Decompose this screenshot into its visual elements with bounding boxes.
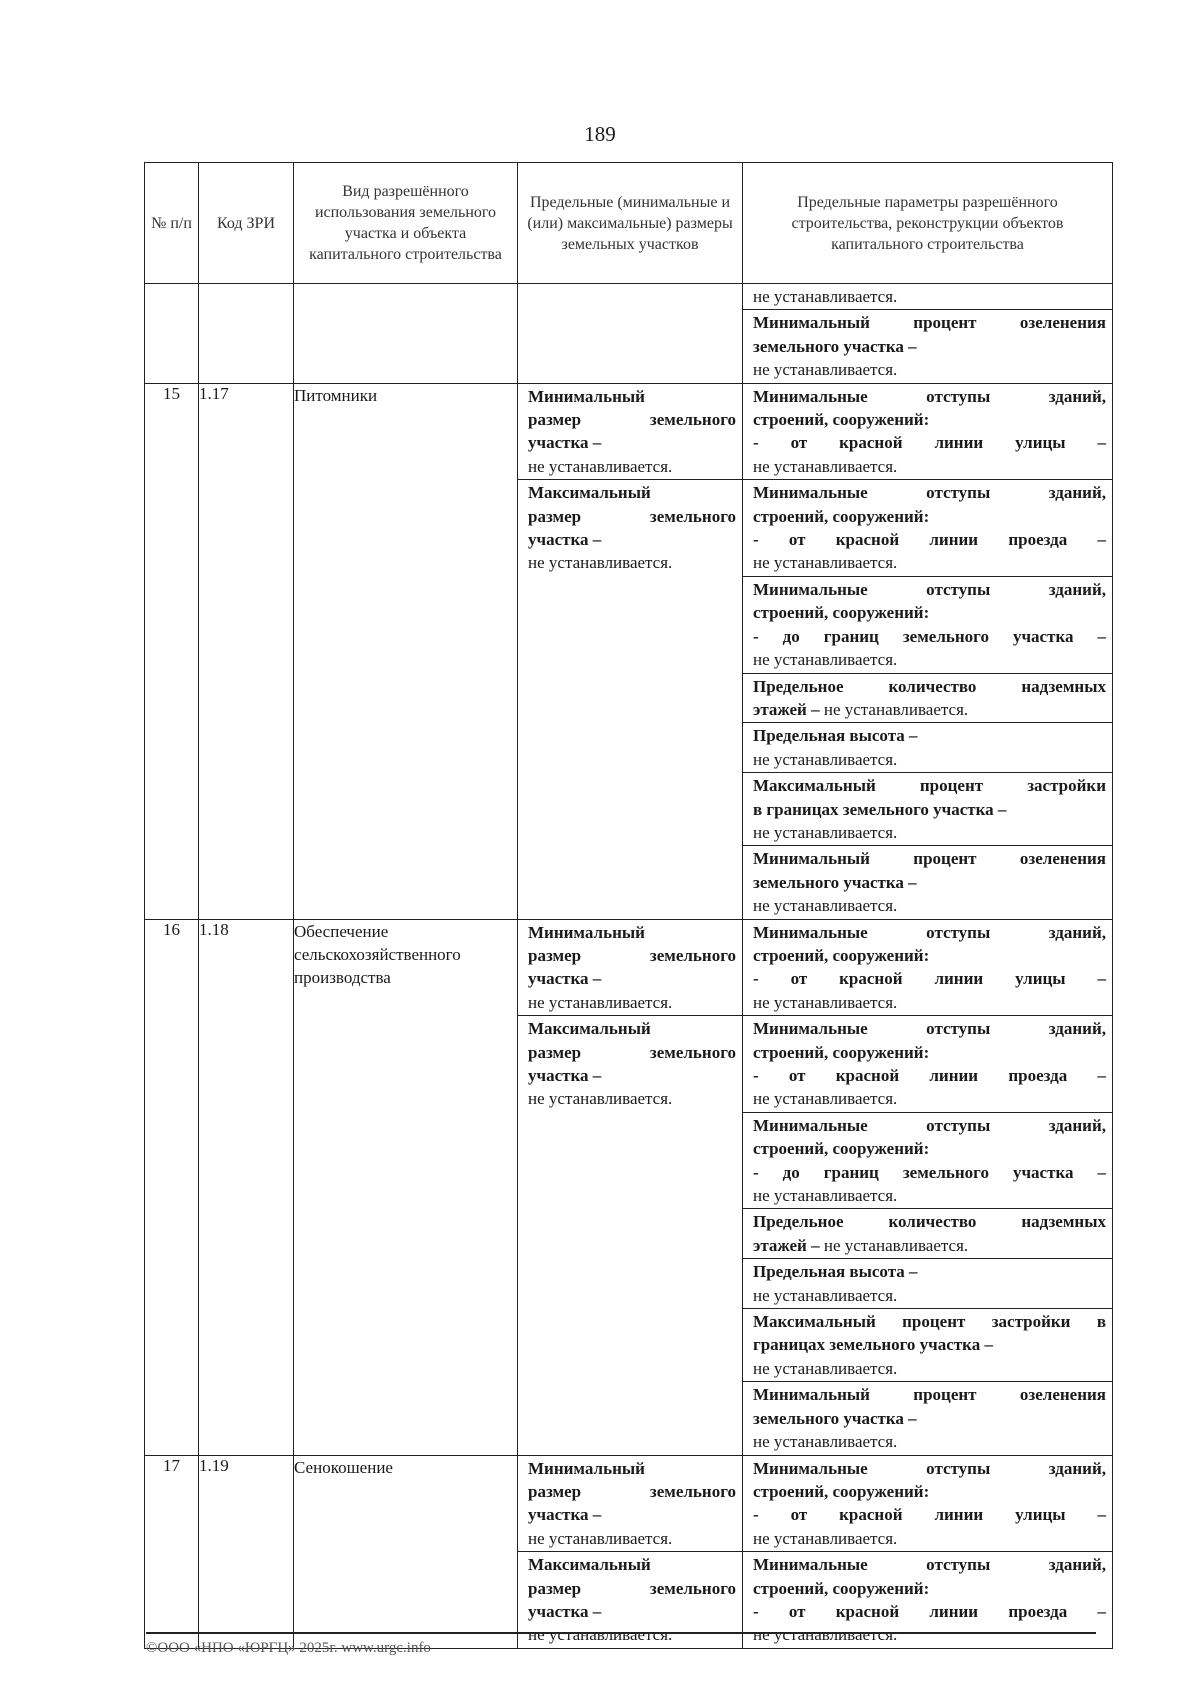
cell-build-params: [743, 284, 1113, 384]
cell-code: 1.19: [199, 1455, 294, 1648]
min-size-block: Минимальный размер земельного участка – не устанавливается.: [518, 1456, 742, 1553]
max-size-block: Максимальный размер земельного участка – не устанавливается.: [528, 1555, 736, 1645]
param-block: Минимальные отступы зданий, строений, сооружений: - от красной линии проезда – не устанавливается.: [753, 1555, 1106, 1645]
table-header-row: [145, 163, 1113, 284]
footer-text: ©ООО «НПО «ЮРГЦ» 2025г. www.urgc.info: [146, 1640, 431, 1656]
param-block: Минимальные отступы зданий, строений, сооружений: - от красной линии проезда – не устанавливается.: [743, 1016, 1112, 1113]
table-row-continuation: [145, 284, 1113, 384]
min-size-block: Минимальный размер земельного участка – не устанавливается.: [518, 920, 742, 1017]
cell-build-params: [743, 919, 1113, 1455]
param-block: Предельная высота – не устанавливается.: [743, 1259, 1112, 1309]
header-num: № п/п: [145, 163, 199, 284]
min-size-block: Минимальный размер земельного участка – не устанавливается.: [518, 384, 742, 481]
param-block: Минимальные отступы зданий, строений, сооружений: - до границ земельного участка – не устанавливается.: [743, 1113, 1112, 1210]
header-build-params: Предельные параметры разрешённого строительства, реконструкции объектов капитального строительства: [743, 163, 1113, 284]
cell-num: 16: [145, 919, 199, 1455]
cell-num: 15: [145, 383, 199, 919]
param-block: Максимальный процент застройки в границах земельного участка – не устанавливается.: [743, 1309, 1112, 1382]
table-row: [145, 383, 1113, 919]
param-block: Предельная высота – не устанавливается.: [743, 723, 1112, 773]
param-block: Максимальный процент застройки в границах земельного участка – не устанавливается.: [743, 773, 1112, 846]
header-plot-size: Предельные (минимальные и (или) максимальные) размеры земельных участков: [518, 163, 743, 284]
page-number: 189: [584, 122, 616, 146]
param-block: Минимальные отступы зданий, строений, сооружений: - от красной линии проезда – не устанавливается.: [743, 480, 1112, 577]
cell-plot-size: [518, 284, 743, 384]
cell-plot-size: [518, 383, 743, 919]
param-block: Предельное количество надземных этажей – не устанавливается.: [743, 674, 1112, 724]
cell-code: 1.17: [199, 383, 294, 919]
max-size-block: Максимальный размер земельного участка – не устанавливается.: [528, 483, 736, 573]
cell-plot-size: [518, 1455, 743, 1648]
param-block: Минимальный процент озеленения земельного участка – не устанавливается.: [753, 313, 1106, 380]
cell-build-params: [743, 1455, 1113, 1648]
max-size-block: Максимальный размер земельного участка – не устанавливается.: [528, 1019, 736, 1109]
param-block: Минимальные отступы зданий, строений, сооружений: - от красной линии улицы – не устанавливается.: [743, 384, 1112, 481]
cell-use-type: Питомники: [294, 383, 518, 919]
param-block: не устанавливается.: [743, 284, 1112, 310]
table-row: [145, 1455, 1113, 1648]
cell-num: [145, 284, 199, 384]
param-block: Предельное количество надземных этажей – не устанавливается.: [743, 1209, 1112, 1259]
cell-use-type: Сенокошение: [294, 1455, 518, 1648]
cell-use-type: Обеспечение сельскохозяйственного производства: [294, 919, 518, 1455]
param-block: Минимальный процент озеленения земельного участка – не устанавливается.: [753, 1385, 1106, 1452]
zoning-parameters-table: [144, 162, 1113, 1656]
cell-use-type: [294, 284, 518, 384]
param-block: Минимальные отступы зданий, строений, сооружений: - от красной линии улицы – не устанавливается.: [743, 1456, 1112, 1553]
param-block: Минимальные отступы зданий, строений, сооружений: - от красной линии улицы – не устанавливается.: [743, 920, 1112, 1017]
header-use-type: Вид разрешённого использования земельного участка и объекта капитального строительства: [294, 163, 518, 284]
header-code: Код ЗРИ: [199, 163, 294, 284]
param-block: Минимальные отступы зданий, строений, сооружений: - до границ земельного участка – не устанавливается.: [743, 577, 1112, 674]
cell-code: [199, 284, 294, 384]
cell-code: 1.18: [199, 919, 294, 1455]
footer-rule: [146, 1632, 1096, 1634]
param-block: Минимальный процент озеленения земельного участка – не устанавливается.: [753, 849, 1106, 916]
table-row: [145, 919, 1113, 1455]
cell-num: 17: [145, 1455, 199, 1648]
cell-build-params: [743, 383, 1113, 919]
cell-plot-size: [518, 919, 743, 1455]
